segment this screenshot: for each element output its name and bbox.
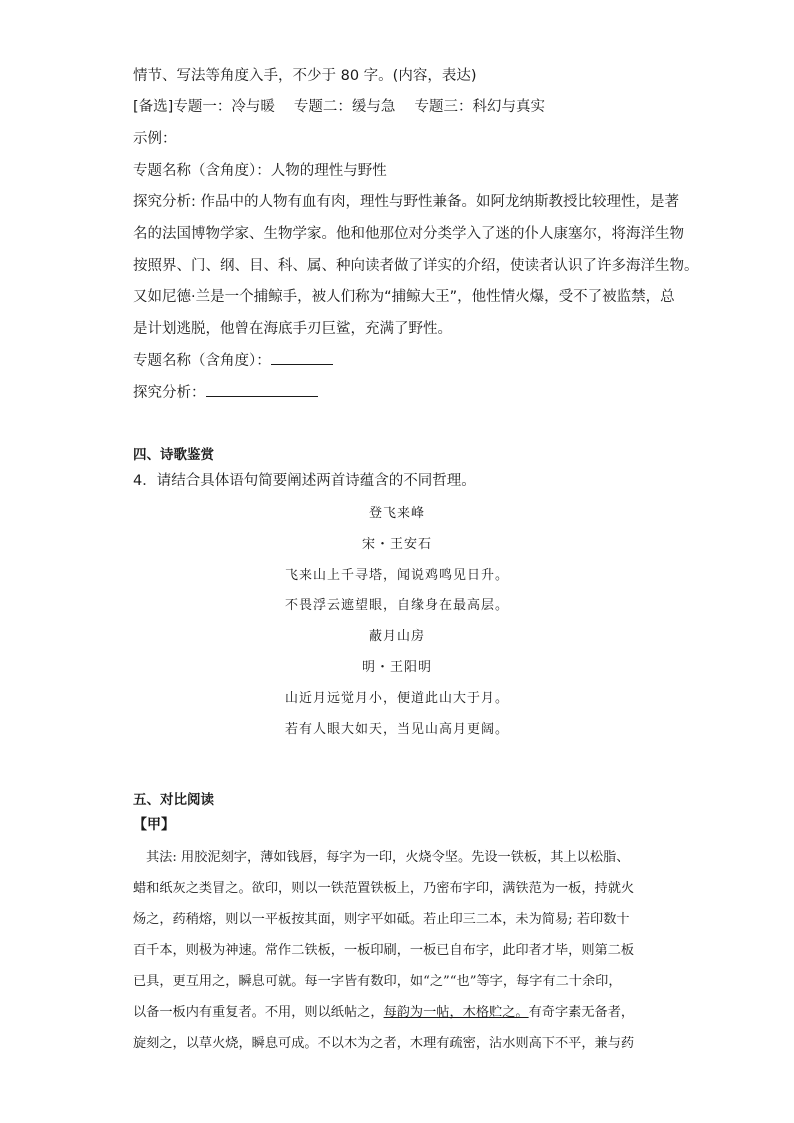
poem1-author: 宋・王安石 [361, 537, 432, 552]
prose-line-1: 其法: 用胶泥刻字，薄如钱唇，每字为一印，火烧令坚。先设一铁板，其上以松脂、 [146, 850, 630, 865]
top-line-5: 探究分析: 作品中的人物有血有肉，理性与野性兼备。如阿龙纳斯教授比较理性，是著 [133, 194, 679, 210]
poem1-title: 登飞来峰 [368, 506, 425, 521]
prose-line-2: 蜡和纸灰之类冒之。欲印，则以一铁范置铁板上，乃密布字印，满铁范为一板，持就火 [133, 881, 635, 896]
prose-line-5: 已具，更互用之，瞬息可就。每一字皆有数印，如“之”“也”等字，每字有二十余印， [133, 974, 622, 989]
prose-line-6-underlined: 每韵为一帖，木格贮之。 [383, 1005, 529, 1020]
prose-line-4: 百千本，则极为神速。常作二铁板，一板印刷，一板已自布字，此印者才毕，则第二板 [133, 943, 635, 958]
section5-heading: 五、对比阅读 [133, 792, 214, 808]
poem2-author: 明・王阳明 [361, 660, 432, 675]
topic-name-blank[interactable] [271, 350, 333, 365]
topic-name-label: 专题名称（含角度）： [133, 353, 271, 369]
top-line-9: 是计划逃脱，他曾在海底手刃巨鲨，充满了野性。 [133, 321, 452, 337]
topic-name-line [133, 350, 333, 371]
analysis-label: 探究分析： [133, 385, 206, 401]
analysis-line [133, 382, 318, 403]
poem1-line1: 飞来山上千寻塔，闻说鸡鸣见日升。 [284, 568, 509, 583]
top-line-6: 名的法国博物学家、生物学家。他和他那位对分类学入了迷的仆人康塞尔，将海洋生物 [133, 226, 684, 242]
poem2-line2: 若有人眼大如天，当见山高月更阔。 [284, 722, 509, 737]
top-line-1: 情节、写法等角度入手，不少于 80 字。(内容，表达) [133, 68, 477, 84]
top-line-3: 示例： [133, 131, 177, 147]
top-line-2: [备选]专题一：冷与暖 专题二：缓与急 专题三：科幻与真实 [133, 99, 546, 115]
prose-line-6-a: 以备一板内有重复者。不用，则以纸帖之， [133, 1005, 384, 1020]
section5-sub: 【甲】 [133, 817, 175, 833]
top-line-8: 又如尼德·兰是一个捕鲸手，被人们称为“捕鲸大王”，他性情火爆，受不了被监禁，总 [133, 289, 675, 305]
prose-line-6-c: 有奇字素无备者， [528, 1005, 635, 1020]
analysis-blank[interactable] [206, 382, 318, 397]
poem2-title: 蔽月山房 [368, 629, 425, 644]
poem1-line2: 不畏浮云遮望眼，自缘身在最高层。 [284, 598, 509, 613]
top-line-4: 专题名称（含角度）：人物的理性与野性 [133, 163, 387, 179]
prose-line-6 [133, 1003, 663, 1023]
question-4: 4．请结合具体语句简要阐述两首诗蕴含的不同哲理。 [133, 473, 476, 489]
prose-line-3: 炀之，药稍熔，则以一平板按其面，则字平如砥。若止印三二本，未为简易; 若印数十 [133, 912, 630, 927]
poem2-line1: 山近月远觉月小，便道此山大于月。 [284, 691, 509, 706]
section4-heading: 四、诗歌鉴赏 [133, 447, 214, 463]
top-line-7: 按照界、门、纲、目、科、属、种向读者做了详实的介绍，使读者认识了许多海洋生物。 [133, 258, 699, 274]
prose-line-7: 旋刻之，以草火烧，瞬息可成。不以木为之者，木理有疏密，沾水则高下不平，兼与药 [133, 1036, 635, 1051]
